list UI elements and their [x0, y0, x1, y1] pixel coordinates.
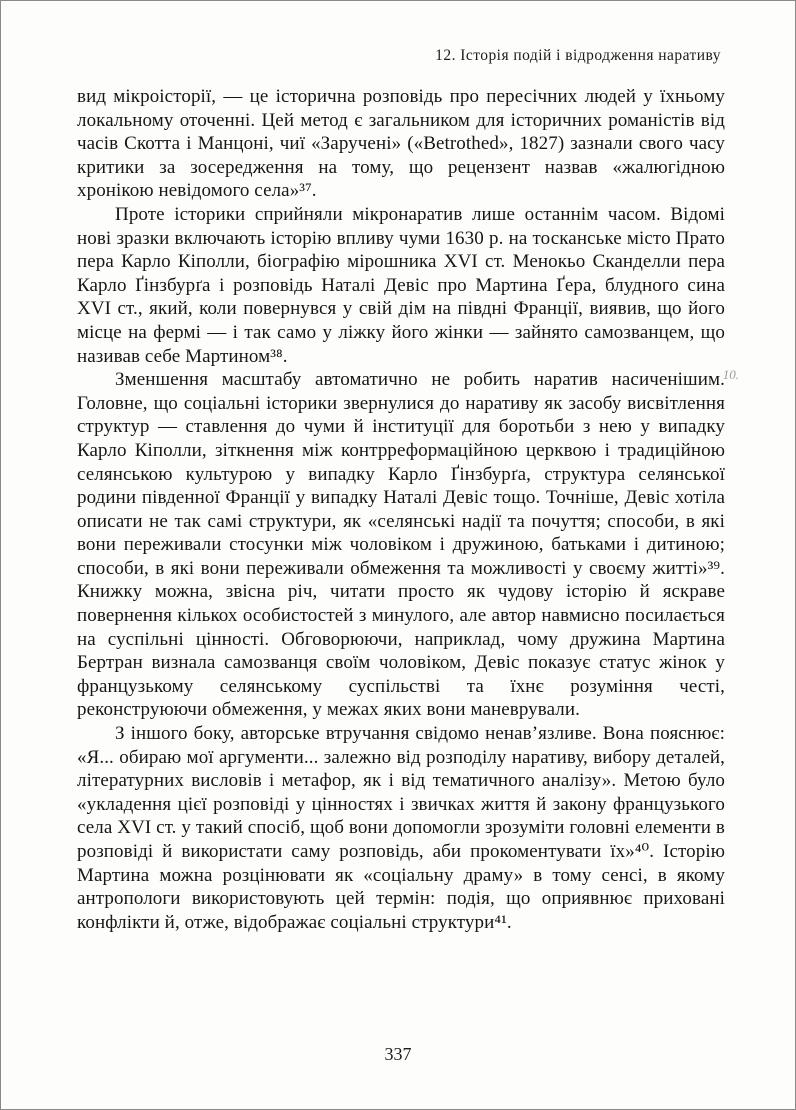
body-paragraph: Проте історики сприйняли мікронаратив лише останнім часом. Відомі нові зразки включають історію впливу чуми 1630 р. на тосканське місто Прато пера Карло Кіполли, біографію мірошника XVI ст. Менокьо Сканделли пера Карло Ґінзбурґа і розповідь Наталі Девіс про Мартина Ґера, блудного сина XVI ст., який, коли повернувся у свій дім на півдні Франції, виявив, що його місце на фермі — і так само у ліжку його жінки — зайнято самозванцем, що називав себе Мартином³⁸.	[77, 203, 725, 367]
body-paragraph: вид мікроісторії, — це історична розповідь про пересічних людей у їхньому локальному оточенні. Цей метод є загальником для історичних романістів від часів Скотта і Манцоні, чиї «Заручені» («Betrothed», 1827) зазнали свого часу критики за зосередження на тому, що рецензент назвав «жалюгідною хронікою невідомого села»³⁷.	[77, 86, 725, 202]
body-paragraph: З іншого боку, авторське втручання свідомо ненав’язливе. Вона пояснює: «Я... обираю мої аргументи... залежно від розподілу наративу, вибору деталей, літературних висловів і метафор, як і від тематичного аналізу». Метою було «укладення цієї розповіді у цінностях і звичках життя й закону французького села XVI ст. у такий спосіб, щоб вони допомогли зрозуміти головні елементи в розповіді й використати саму розповідь, аби прокоментувати їх»⁴⁰. Історію Мартина можна розцінювати як «соціальну драму» в тому сенсі, в якому антропологи використовують цей термін: подія, що оприявнює приховані конфлікти й, отже, відображає соціальні структури⁴¹.	[77, 723, 725, 933]
running-header: 12. Історія подій і відродження наративу	[435, 47, 721, 64]
body-paragraph: Зменшення масштабу автоматично не робить наратив насиченішим. Головне, що соціальні історики звернулися до наративу як засобу висвітлення структур — ставлення до чуми й інституції для боротьби з нею у випадку Карло Кіполли, зіткнення між контрреформаційною церквою і традиційною селянською культурою у випадку Карло Ґінзбурґа, структура селянської родини південної Франції у випадку Наталі Девіс тощо. Точніше, Девіс хотіла описати не так самі структури, як «селянські надії та почуття; способи, в які вони переживали стосунки між чоловіком і дружиною, батьками і дитиною; способи, в які вони переживали обмеження та можливості у своєму житті»³⁹. Книжку можна, звісна річ, читати просто як чудову історію й яскраве повернення кількох особистостей з минулого, але автор навмисно посилається на суспільні цінності. Обговорюючи, наприклад, чому дружина Мартина Бертран визнала самозванця своїм чоловіком, Девіс показує статус жінок у французькому селянському суспільстві та їхнє розуміння честі, реконструюючи обмеження, у межах яких вони маневрували.	[77, 369, 725, 721]
margin-annotation: 10.	[722, 367, 739, 382]
page-body	[77, 85, 725, 934]
page-number: 337	[384, 1044, 412, 1064]
